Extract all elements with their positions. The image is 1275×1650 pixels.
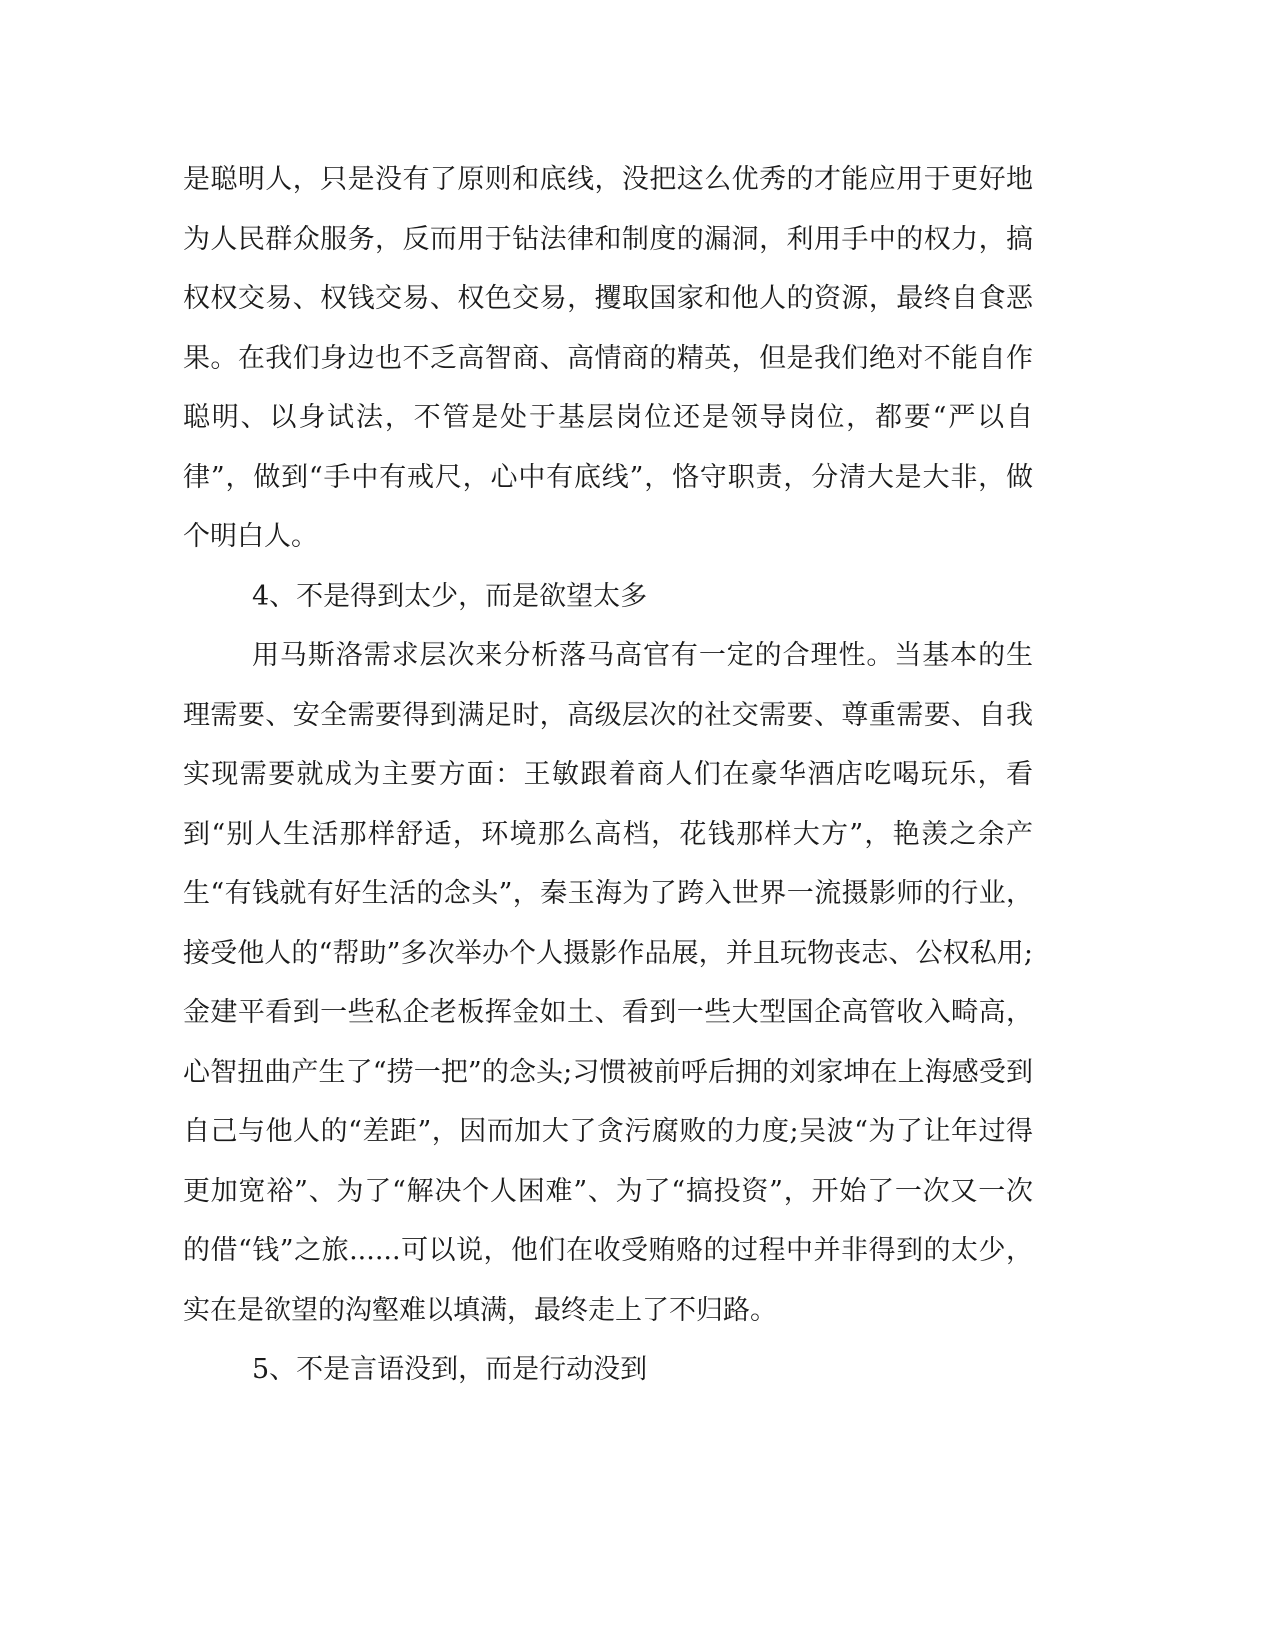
section-heading-5: 5、不是言语没到，而是行动没到 (252, 1354, 648, 1385)
section-heading-4: 4、不是得到太少，而是欲望太多 (252, 580, 648, 612)
paragraph-continuation: 是聪明人，只是没有了原则和底线，没把这么优秀的才能应用于更好地为人民群众服务，反而用于钻法律和制度的漏洞，利用手中的权力，搞权权交易、权钱交易、权色交易，攫取国家和他人的资源，最终自食恶果。在我们身边也不乏高智商、高情商的精英，但是我们绝对不能自作聪明、以身试法，不管是处于基层岗位还是领导岗位，都要“严以自律”，做到“手中有戒尺，心中有底线”，恪守职责，分清大是大非，做个明白人。 (183, 164, 1033, 552)
paragraph-maslow-analysis: 用马斯洛需求层次来分析落马高官有一定的合理性。当基本的生理需要、安全需要得到满足时，高级层次的社交需要、尊重需要、自我实现需要就成为主要方面：王敏跟着商人们在豪华酒店吃喝玩乐，看到“别人生活那样舒适，环境那么高档，花钱那样大方”，艳羡之余产生“有钱就有好生活的念头”，秦玉海为了跨入世界一流摄影师的行业，接受他人的“帮助”多次举办个人摄影作品展，并且玩物丧志、公权私用;金建平看到一些私企老板挥金如土、看到一些大型国企高管收入畸高，心智扭曲产生了“捞一把”的念头;习惯被前呼后拥的刘家坤在上海感受到自己与他人的“差距”，因而加大了贪污腐败的力度;吴波“为了让年过得更加宽裕”、为了“解决个人困难”、为了“搞投资”，开始了一次又一次的借“钱”之旅......可以说，他们在收受贿赂的过程中并非得到的太少，实在是欲望的沟壑难以填满，最终走上了不归路。 (183, 640, 1033, 1326)
document-body (183, 150, 1033, 1400)
